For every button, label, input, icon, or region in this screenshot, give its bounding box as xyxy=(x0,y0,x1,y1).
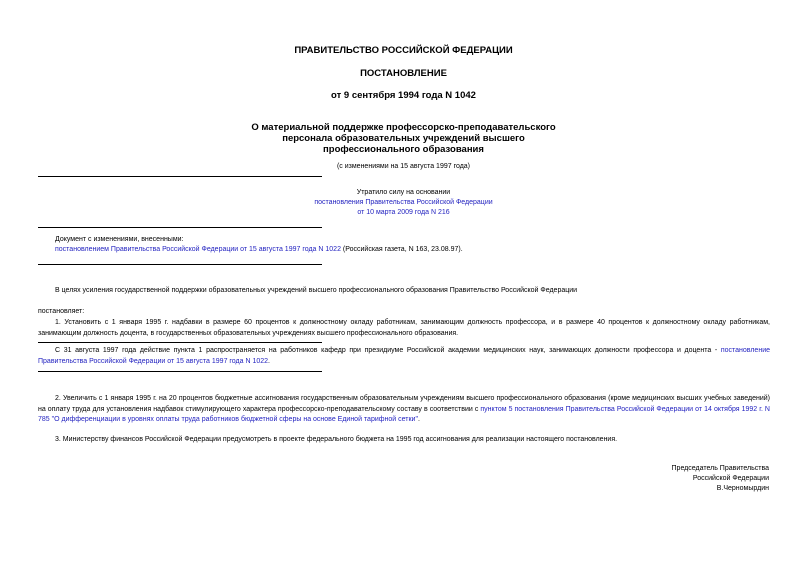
item-3: 3. Министерству финансов Российской Федерации предусмотреть в проекте федерального бюджета на 1995 год ассигнования для реализации настоящего постановления. xyxy=(55,436,618,443)
changes-block xyxy=(55,235,775,255)
title-line-1: О материальной поддержке профессорско-преподавательского xyxy=(251,122,556,133)
title-line-3: профессионального образования xyxy=(323,144,484,155)
item-1: 1. Установить с 1 января 1995 г. надбавки в размере 60 процентов к должностному окладу работникам, занимающим должность профессора, и в размере 40 процентов к должностному окладу работникам, занимающим должность доцента, в государственных образовательных учреждениях высшего профессионального образования. xyxy=(38,319,770,337)
item-2-end: . xyxy=(417,416,420,423)
signature-name: В.Черномырдин xyxy=(716,485,769,493)
changes-suffix: (Российская газета, N 163, 23.08.97). xyxy=(340,246,463,253)
repealed-notice xyxy=(250,188,557,218)
decrees-word: постановляет: xyxy=(38,308,85,315)
intro-paragraph: В целях усиления государственной поддержки образовательных учреждений высшего профессионального образования Правительство Российской Федерации xyxy=(55,287,578,294)
note-link[interactable]: постановление Правительства Российской Федерации от 15 августа 1997 года N 1022 xyxy=(38,347,770,365)
note-end: . xyxy=(268,357,270,365)
changes-label: Документ с изменениями, внесенными: xyxy=(55,236,184,243)
note-text: С 31 августа 1997 года действие пункта 1 распространяется на работников кафедр при президиуме Российской академии медицинских наук, занимающих должности профессора и доцента - xyxy=(55,347,721,354)
date-number: от 9 сентября 1994 года N 1042 xyxy=(331,90,476,101)
item-2-text: 2. Увеличить с 1 января 1995 г. на 20 процентов бюджетные ассигнования государственным образовательным учреждениям высшего профессионального образования (кроме медицинских высших учебных заведений) на оплату труда для установления надбавок стимулирующего характера профессорско-преподавательскому составу в соответствии с xyxy=(38,395,770,413)
item-2 xyxy=(38,394,770,426)
divider xyxy=(38,264,322,265)
divider xyxy=(38,342,322,343)
document-title xyxy=(200,122,607,155)
divider xyxy=(38,227,322,228)
amendment-note: (с изменениями на 15 августа 1997 года) xyxy=(336,163,471,170)
repealed-text: Утратило силу на основании xyxy=(356,189,451,196)
document-type: ПОСТАНОВЛЕНИЕ xyxy=(360,68,447,79)
title-line-2: персонала образовательных учреждений высшего xyxy=(282,133,525,144)
divider xyxy=(38,176,322,177)
signature-country: Российской Федерации xyxy=(692,475,769,483)
repealed-link-line-2[interactable]: от 10 марта 2009 года N 216 xyxy=(357,209,450,216)
changes-link[interactable]: постановлением Правительства Российской Федерации от 15 августа 1997 года N 1022 xyxy=(55,246,341,253)
divider xyxy=(38,371,322,372)
changes-line xyxy=(55,245,775,255)
item-2-link[interactable]: пунктом 5 постановления Правительства Российской Федерации от 14 октября 1992 г. N 785 "О дифференциации в уровнях оплаты труда работников бюджетной сферы на основе Единой тарифной сетки" xyxy=(38,405,770,423)
item-1-note xyxy=(38,346,770,367)
signature-position: Председатель Правительства xyxy=(671,465,769,472)
signature-block xyxy=(569,464,769,495)
government-heading: ПРАВИТЕЛЬСТВО РОССИЙСКОЙ ФЕДЕРАЦИИ xyxy=(294,45,513,56)
repealed-link-line-1[interactable]: постановления Правительства Российской Федерации xyxy=(314,199,493,206)
